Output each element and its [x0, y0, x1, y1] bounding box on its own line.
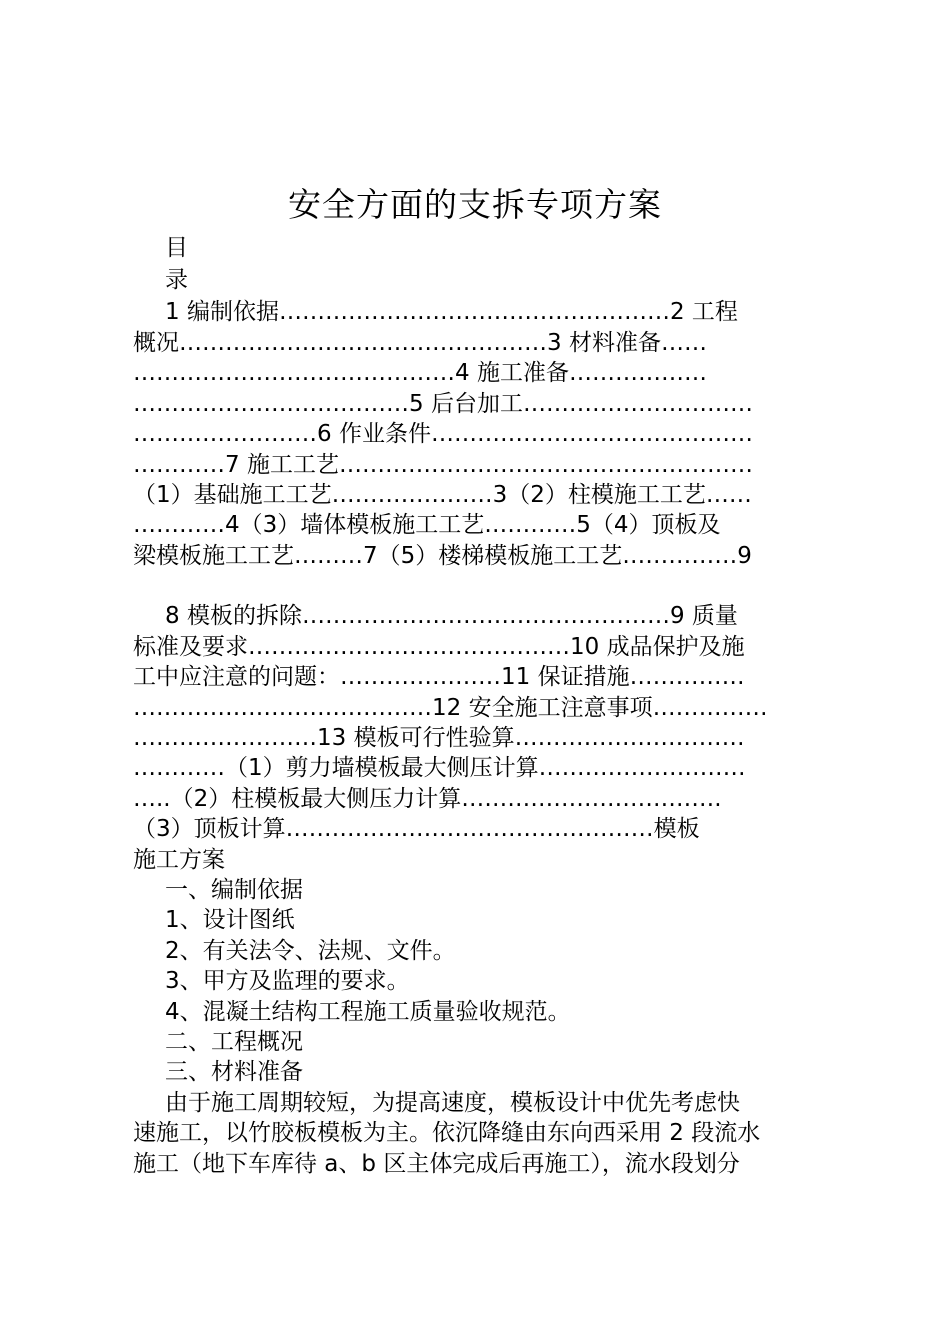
section-heading: 二、工程概况	[165, 1029, 303, 1055]
list-item: 4、混凝土结构工程施工质量验收规范。	[165, 999, 571, 1025]
list-item: 2、有关法令、法规、文件。	[165, 938, 456, 964]
toc-line: …………4（3）墙体模板施工工艺…………5（4）顶板及	[133, 512, 721, 538]
section-heading: 一、编制依据	[165, 877, 303, 903]
toc-line: ……………………13 模板可行性验算…………………………	[133, 725, 745, 751]
section-heading: 三、材料准备	[165, 1059, 303, 1085]
list-item: 1、设计图纸	[165, 907, 295, 933]
toc-line: ……………………6 作业条件……………………………………	[133, 421, 753, 447]
document-title: 安全方面的支拆专项方案	[288, 185, 662, 224]
toc-line: 概况…………………………………………3 材料准备……	[133, 330, 707, 356]
paragraph-line: 速施工，以竹胶板模板为主。依沉降缝由东向西采用 2 段流水	[133, 1120, 761, 1146]
toc-line: 标准及要求……………………………………10 成品保护及施	[133, 634, 745, 660]
list-item: 3、甲方及监理的要求。	[165, 968, 410, 994]
paragraph-line: 由于施工周期较短，为提高速度，模板设计中优先考虑快	[165, 1090, 740, 1116]
toc-heading-line-2: 录	[165, 267, 188, 293]
toc-line: （1）基础施工工艺…………………3（2）柱模施工工艺……	[133, 482, 752, 508]
toc-line: ……………………………………4 施工准备………………	[133, 360, 707, 386]
toc-line: （3）顶板计算…………………………………………模板	[133, 816, 700, 842]
toc-line: 梁模板施工工艺………7（5）楼梯模板施工工艺……………9	[133, 543, 752, 569]
toc-line: …………………………………12 安全施工注意事项……………	[133, 695, 768, 721]
toc-line: 8 模板的拆除…………………………………………9 质量	[165, 603, 738, 629]
toc-line: 工中应注意的问题：…………………11 保证措施……………	[133, 664, 745, 690]
toc-line: 1 编制依据……………………………………………2 工程	[165, 299, 738, 325]
toc-line: ………………………………5 后台加工…………………………	[133, 391, 753, 417]
toc-heading-line-1: 目	[165, 235, 188, 261]
paragraph-line: 施工（地下车库待 a、b 区主体完成后再施工），流水段划分	[133, 1151, 740, 1177]
toc-line: …..（2）柱模板最大侧压力计算…………………………….	[133, 786, 722, 812]
toc-line: …………7 施工工艺………………………………………………	[133, 452, 753, 478]
toc-line: 施工方案	[133, 847, 225, 873]
toc-line: …………（1）剪力墙模板最大侧压计算………………………	[133, 755, 746, 781]
